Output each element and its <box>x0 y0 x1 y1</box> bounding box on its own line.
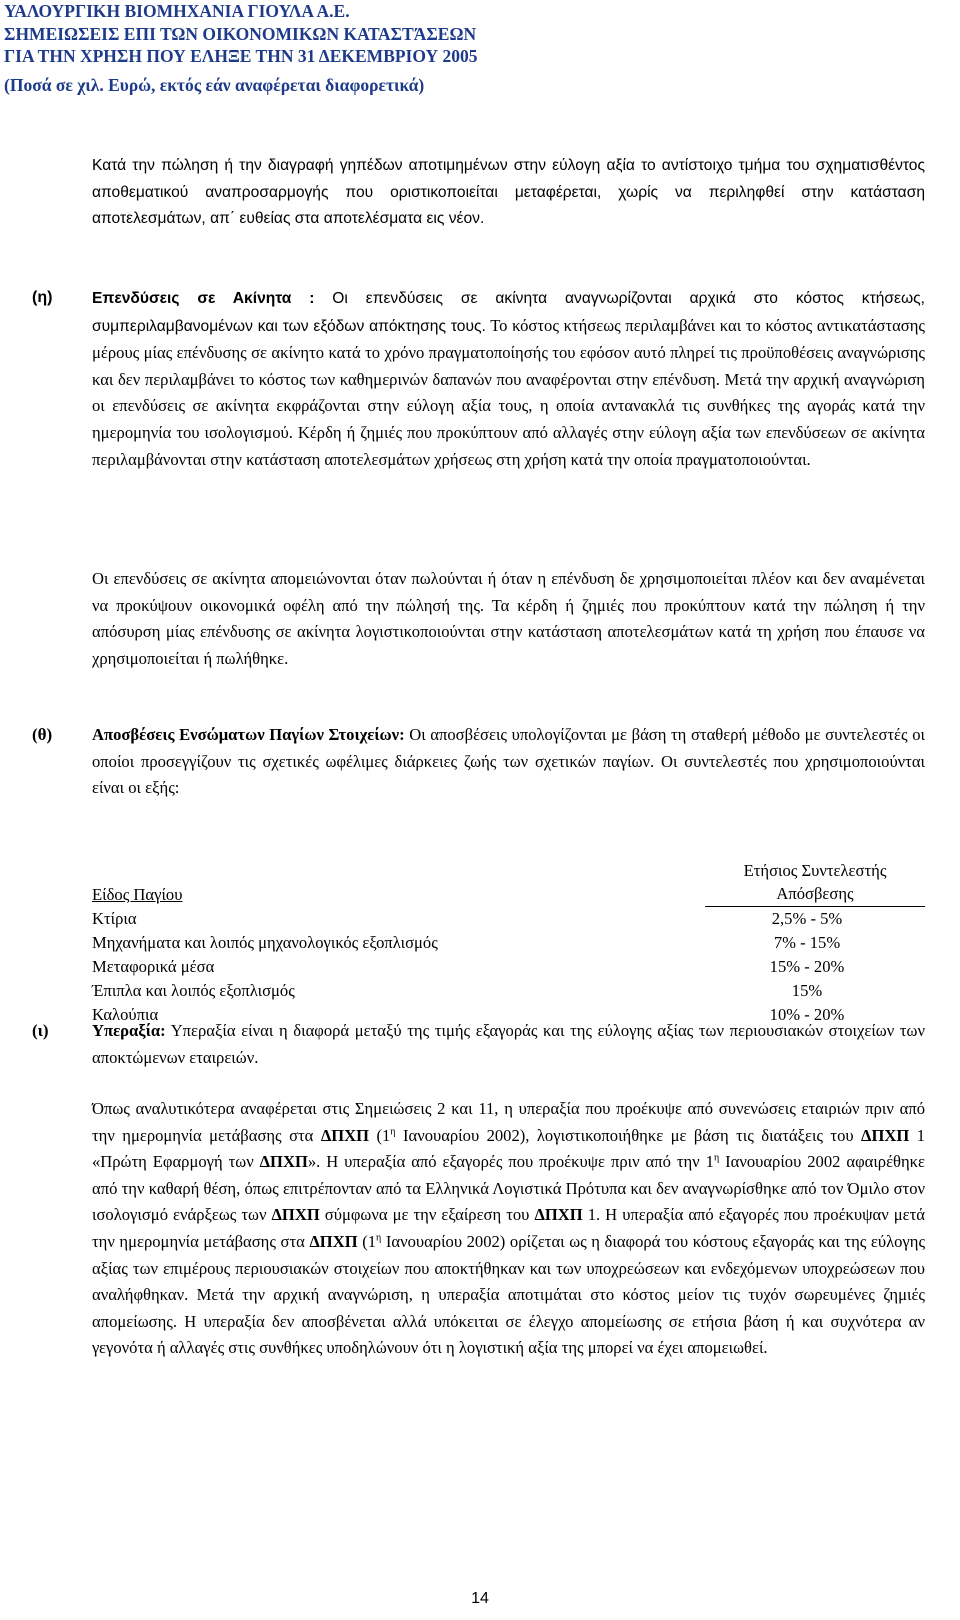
annual-rate-header-line-1: Ετήσιος Συντελεστής <box>743 860 887 880</box>
asset-type-header: Είδος Παγίου <box>92 885 183 905</box>
section-theta-title: Αποσβέσεις Ενσώματων Παγίων Στοιχείων: <box>92 725 405 744</box>
section-theta-paragraph <box>92 722 925 802</box>
table-row <box>92 979 925 1003</box>
goodwill-text-e: ». Η υπεραξία από εξαγορές που προέκυψε πριν από την 1 <box>307 1152 714 1172</box>
ifrs-acronym: ΔΠΧΠ <box>259 1152 308 1172</box>
goodwill-text-a: Όπως αναλυτικότερα αναφέρεται στις Σημειώσεις 2 και 11, η υπεραξία που προέκυψε από συνενώσεις εταιριών πριν από την ημερομηνία μετάβασης στα <box>92 1099 925 1145</box>
rate-table-header <box>92 856 925 907</box>
intro-paragraph: Κατά την πώληση ή την διαγραφή γηπέδων αποτιμημένων στην εύλογη αξία το αντίστοιχο τμήμα του σχηματισθέντος αποθεματικού αναπροσαρμογής που οριστικοποιείται μεταφέρεται, χωρίς να περιληφθεί στην κατάσταση αποτελεσμάτων, απ΄ ευθείας στα αποτελέσματα εις νέον. <box>92 157 925 228</box>
asset-type-cell: Κτίρια <box>92 909 137 928</box>
table-row <box>92 907 925 931</box>
section-h-paragraph-1 <box>92 285 925 473</box>
goodwill-text-c: Ιανουαρίου 2002), λογιστικοποιήθηκε με βάση τις διατάξεις του <box>402 1125 854 1145</box>
notes-title: ΣΗΜΕΙΩΣΕΙΣ ΕΠΙ ΤΩΝ ΟΙΚΟΝΟΜΙΚΩΝ ΚΑΤΑΣΤΆΣΕΩΝ <box>4 23 477 44</box>
section-iota-text: Υπεραξία είναι η διαφορά μεταξύ της τιμής εξαγοράς και της εύλογης αξίας των περιουσιακών στοιχείων των αποκτώμενων εταιρειών. <box>92 1021 925 1067</box>
goodwill-text-f: Ιανουαρίου 2002 αφαιρέθηκε από την καθαρή θέση, όπως επιτρέπονταν από τα Ελληνικά Λογιστικά Πρότυπα και δεν αναγνωρίσθηκε από τον Όμιλο στον ισολογισμό ενάρξεως των <box>92 1152 926 1225</box>
section-theta-marker: (θ) <box>32 725 53 744</box>
rate-cell: 2,5% - 5% <box>771 909 843 928</box>
rate-cell: 10% - 20% <box>769 1005 845 1024</box>
goodwill-text-b: (1 <box>376 1125 391 1145</box>
depreciation-rate-table <box>92 856 925 1027</box>
company-name: ΥΑΛΟΥΡΓΙΚΗ ΒΙΟΜΗΧΑΝΙΑ ΓΙΟΥΛΑ Α.Ε. <box>4 1 350 21</box>
goodwill-text-d: 1 «Πρώτη Εφαρμογή των <box>92 1125 925 1172</box>
section-iota-paragraph-1 <box>92 1018 925 1071</box>
annual-rate-header-line-2: Απόσβεσης <box>776 884 854 904</box>
section-h-marker: (η) <box>32 289 53 306</box>
report-header <box>4 0 478 96</box>
section-h-text-serif: Το κόστος κτήσεως περιλαμβάνει και το κόστος αντικατάστασης μέρους μίας επένδυσης σε ακίνητο κατά το χρόνο πραγματοποίησής του εφόσον αυτό πληρεί τις προϋποθέσεις αναγνώρισης και δεν περιλαμβάνει το κόστος των καθημερινών δαπανών που αναφέρονται στην επένδυση. Μετά την αρχική αναγνώριση οι επενδύσεις σε ακίνητα εκφράζονται στην εύλογη αξία τους, η οποία αντανακλά τις συνθήκες της αγοράς κατά την ημερομηνία του ισολογισμού. Κέρδη ή ζημιές που προκύπτουν από αλλαγές στην εύλογη αξία των επενδύσεων σε ακίνητα περιλαμβάνονται στην κατάσταση αποτελεσμάτων χρήσεως στη χρήση κατά την οποία πραγματοποιούνται. <box>92 315 925 469</box>
section-h-paragraph-2: Οι επενδύσεις σε ακίνητα απομειώνονται όταν πωλούνται ή όταν η επένδυση δε χρησιμοποιείται πλέον και δεν αναμένεται να προκύψουν οικονομικά οφέλη από την πώλησή της. Τα κέρδη ή ζημιές που προκύπτουν κατά την πώληση ή την απόσυρση μίας επένδυσης σε ακίνητα λογιστικοποιούνται στην κατάσταση αποτελεσμάτων κατά τη χρήση που έπαυσε να χρησιμοποιείται ή πωλήθηκε. <box>92 569 925 668</box>
goodwill-text-h: 1. Η υπεραξία από εξαγορές που προέκυψαν μετά την ημερομηνία μετάβασης στα <box>92 1205 925 1251</box>
asset-type-cell: Μεταφορικά μέσα <box>92 957 215 976</box>
section-h-title: Επενδύσεις σε Ακίνητα : <box>92 290 315 307</box>
ifrs-acronym: ΔΠΧΠ <box>309 1231 358 1251</box>
ifrs-acronym: ΔΠΧΠ <box>534 1205 583 1225</box>
ordinal-superscript: η <box>390 1126 396 1138</box>
rate-cell: 7% - 15% <box>773 933 841 952</box>
rate-cell: 15% <box>791 981 823 1000</box>
ordinal-superscript: η <box>713 1152 720 1164</box>
goodwill-text-i: Ιανουαρίου 2002) ορίζεται ως η διαφορά του κόστους εξαγοράς και της εύλογης αξίας των επιμέρους περιουσιακών στοιχείων που αποκτήθηκαν και των υποχρεώσεων και ενδεχόμενων υποχρεώσεων που αναλήφθηκαν. Μετά την αρχική αναγνώριση, η υπεραξία αποτιμάται στο κόστος μείον τις τυχόν σωρευμένες ζημιές απομείωσης. Η υπεραξία δεν αποσβένεται αλλά υπόκειται σε έλεγχο απομείωσης σε ετήσια βάση ή και συχνότερα αν γεγονότα ή αλλαγές στις συνθήκες υποδηλώνουν ότι η λογιστική αξία της μπορεί να έχει απομειωθεί. <box>92 1231 926 1358</box>
table-row <box>92 931 925 955</box>
ifrs-acronym: ΔΠΧΠ <box>861 1125 910 1145</box>
table-row <box>92 955 925 979</box>
ifrs-acronym: ΔΠΧΠ <box>320 1125 370 1145</box>
goodwill-text-b2: (1 <box>362 1231 377 1251</box>
asset-type-cell: Μηχανήματα και λοιπός μηχανολογικός εξοπλισμός <box>92 933 438 952</box>
rate-cell: 15% - 20% <box>769 957 845 976</box>
page-number: 14 <box>471 1590 489 1607</box>
annual-rate-header <box>705 859 925 907</box>
asset-type-cell: Έπιπλα και λοιπός εξοπλισμός <box>92 981 295 1000</box>
ordinal-superscript: η <box>376 1232 382 1244</box>
goodwill-text-g: σύμφωνα με την εξαίρεση του <box>324 1205 530 1225</box>
section-iota-paragraph-2 <box>92 1096 925 1362</box>
section-theta-text: Οι αποσβέσεις υπολογίζονται με βάση τη σταθερή μέθοδο με συντελεστές οι οποίοι προσεγγίζουν τις σχετικές ωφέλιμες διάρκειες ζωής των σχετικών παγίων. Οι συντελεστές που χρησιμοποιούνται είναι οι εξής: <box>92 725 925 798</box>
asset-type-cell: Καλούπια <box>92 1005 159 1024</box>
ifrs-acronym: ΔΠΧΠ <box>271 1205 320 1225</box>
section-h-text-sans: Οι επενδύσεις σε ακίνητα αναγνωρίζονται αρχικά στο κόστος κτήσεως, συμπεριλαμβανομένων και των εξόδων απόκτησης τους. <box>92 290 926 335</box>
amounts-note: (Ποσά σε χιλ. Ευρώ, εκτός εάν αναφέρεται διαφορετικά) <box>4 74 425 95</box>
period-title: ΓΙΑ ΤΗΝ ΧΡΗΣΗ ΠΟΥ ΕΛΗΞΕ ΤΗΝ 31 ΔΕΚΕΜΒΡΙΟΥ 2005 <box>4 46 478 66</box>
section-iota-title: Υπεραξία: <box>92 1021 166 1040</box>
section-iota-marker: (ι) <box>32 1021 49 1040</box>
